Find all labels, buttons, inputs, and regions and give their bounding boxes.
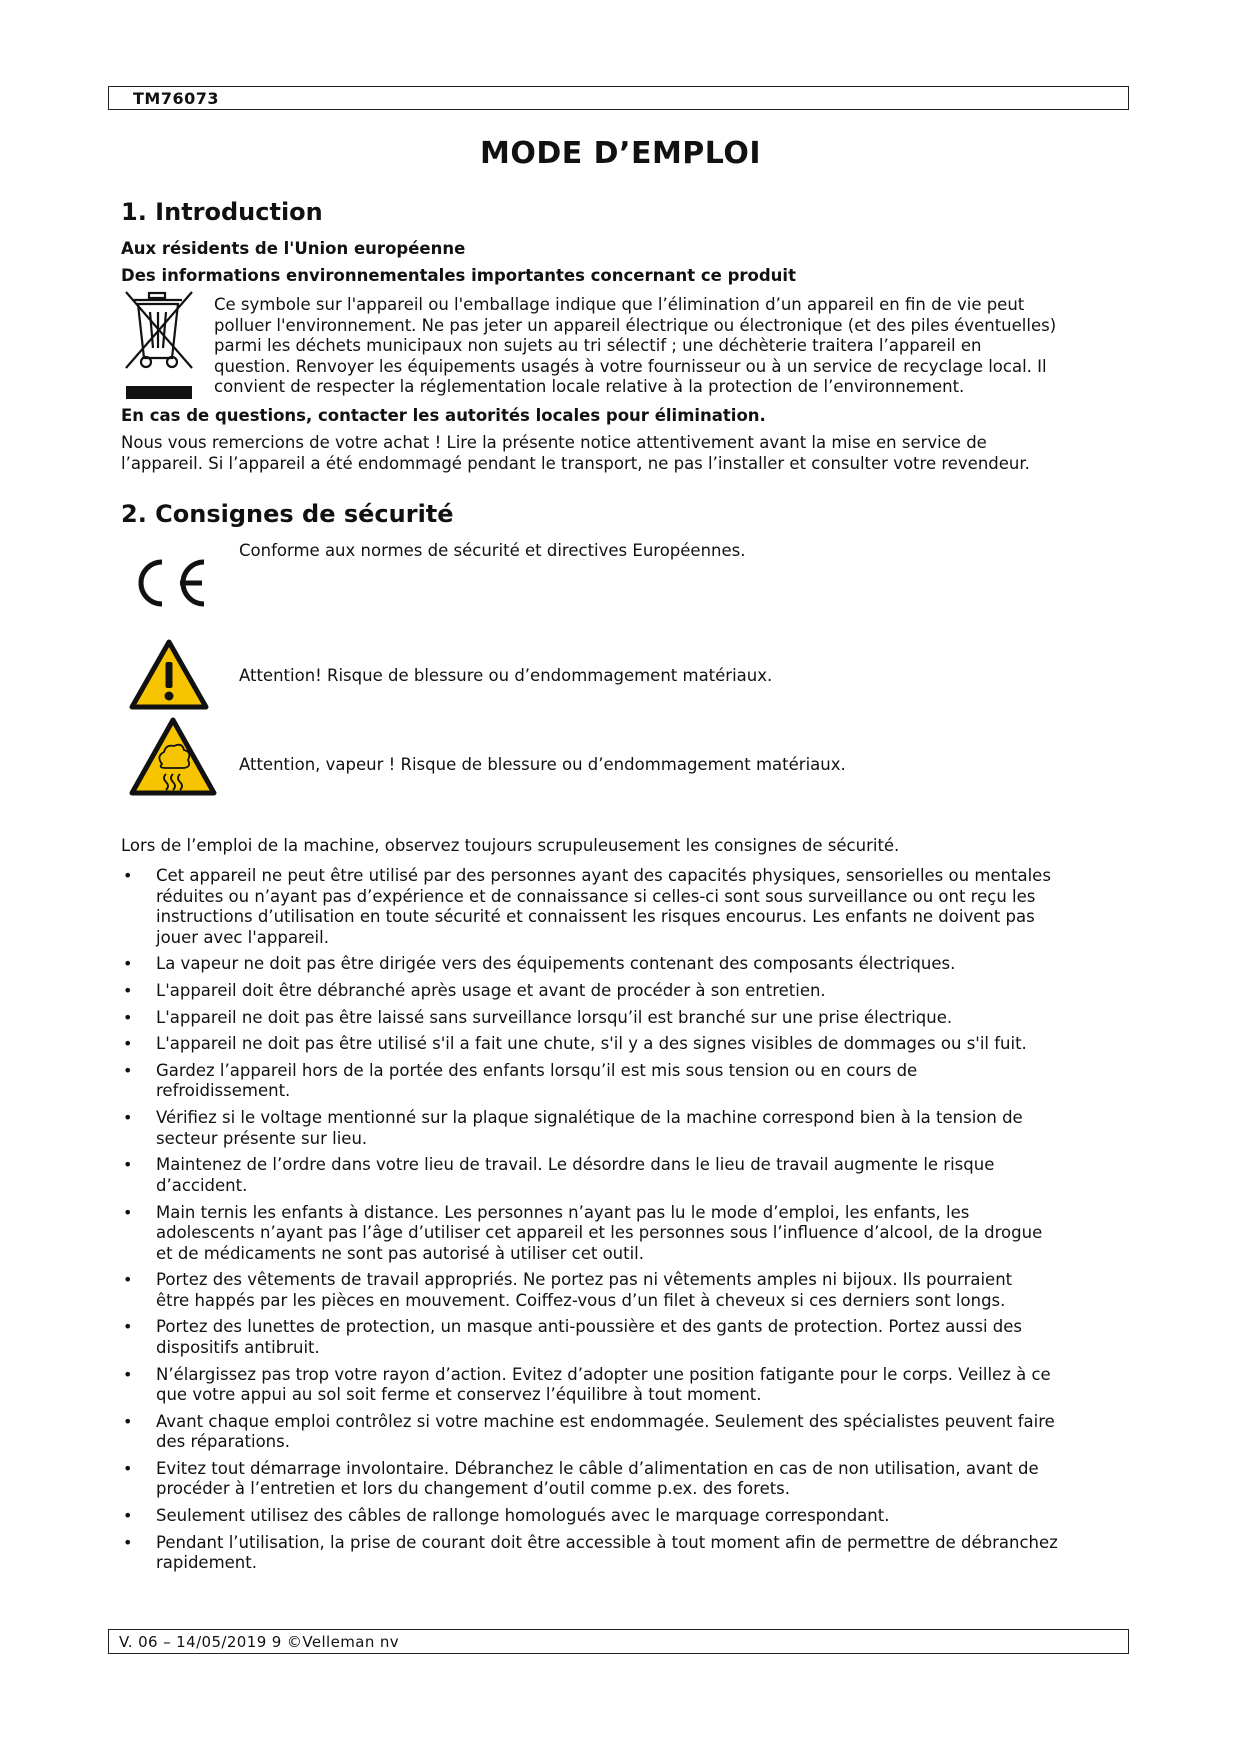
list-item-line: des réparations. [156, 1432, 290, 1452]
list-item [120, 1533, 1130, 1574]
list-item-line: • Vérifiez si le voltage mentionné sur la plaque signalétique de la machine correspond bien à la tension de [156, 1108, 1023, 1128]
thanks-line: Nous vous remercions de votre achat ! Lire la présente notice attentivement avant la mise en service de [121, 433, 987, 452]
list-item [120, 1061, 1130, 1102]
list-item-line: • La vapeur ne doit pas être dirigée vers des équipements contenant des composants électriques. [156, 954, 956, 974]
list-item-line: • Avant chaque emploi contrôlez si votre machine est endommagée. Seulement des spécialistes peuvent faire [156, 1411, 1055, 1431]
list-item-line: • Pendant l’utilisation, la prise de courant doit être accessible à tout moment afin de permettre de débranchez [156, 1532, 1058, 1552]
list-item-line: • Cet appareil ne peut être utilisé par des personnes ayant des capacités physiques, sensorielles ou mentales [156, 866, 1051, 885]
env-info-heading: Des informations environnementales importantes concernant ce produit [121, 266, 796, 285]
footer-box [108, 1629, 1129, 1654]
weee-line: Ce symbole sur l'appareil ou l'emballage indique que l’élimination d’un appareil en fin de vie peut [214, 295, 1025, 314]
steam-text: Attention, vapeur ! Risque de blessure ou d’endommagement matériaux. [239, 755, 846, 774]
weee-line: convient de respecter la réglementation locale relative à la protection de l’environnement. [214, 377, 965, 396]
header-box [108, 86, 1129, 110]
list-item [120, 1155, 1130, 1196]
list-item-line: adolescents n’ayant pas l’âge d’utiliser cet appareil et les personnes sous l’influence d’alcool, de la drogue [156, 1223, 1043, 1242]
list-item [120, 1412, 1130, 1453]
list-item [120, 1459, 1130, 1500]
weee-line: polluer l'environnement. Ne pas jeter un appareil électrique ou électronique (et des piles éventuelles) [214, 315, 1057, 335]
list-item-line: secteur présente sur lieu. [156, 1128, 368, 1148]
list-item [120, 1506, 1130, 1527]
list-item [120, 1008, 1130, 1029]
weee-line: parmi les déchets municipaux non sujets au tri sélectif ; une déchèterie traitera l’appareil en [214, 336, 982, 355]
list-item [120, 1034, 1130, 1055]
list-item-line: que votre appui au sol soit ferme et conservez l’équilibre à tout moment. [156, 1385, 762, 1405]
questions-text: En cas de questions, contacter les autorités locales pour élimination. [121, 406, 766, 425]
list-item-line: jouer avec l'appareil. [156, 927, 329, 947]
list-item-line: • Seulement utilisez des câbles de rallonge homologués avec le marquage correspondant. [156, 1506, 890, 1526]
list-item [120, 1108, 1130, 1149]
weee-bin-icon [120, 290, 200, 402]
weee-line: question. Renvoyer les équipements usagés à votre fournisseur ou à un service de recyclage local. Il [214, 356, 1047, 376]
list-item [120, 1270, 1130, 1311]
list-item-line: procéder à l’entretien et lors du changement d’outil comme p.ex. des forets. [156, 1479, 791, 1499]
list-item-line: et de médicaments ne sont pas autorisé à utiliser cet outil. [156, 1243, 645, 1263]
ce-text: Conforme aux normes de sécurité et directives Européennes. [239, 541, 746, 560]
footer-text: V. 06 – 14/05/2019 9 ©Velleman nv [119, 1633, 400, 1651]
list-item-line: refroidissement. [156, 1081, 291, 1101]
list-item-line: • L'appareil doit être débranché après usage et avant de procéder à son entretien. [156, 980, 826, 1000]
list-item [120, 1365, 1130, 1406]
list-item-line: • L'appareil ne doit pas être utilisé s'il a fait une chute, s'il y a des signes visibles de dommages ou s'il fuit. [156, 1034, 1027, 1054]
steam-warning-icon [128, 716, 218, 798]
list-item-line: • Gardez l’appareil hors de la portée des enfants lorsqu’il est mis sous tension ou en cours de [156, 1060, 918, 1080]
warning-text: Attention! Risque de blessure ou d’endommagement matériaux. [239, 666, 773, 685]
safety-list [120, 866, 1130, 1580]
list-item-line: • L'appareil ne doit pas être laissé sans surveillance lorsqu’il est branché sur une prise électrique. [156, 1007, 953, 1027]
list-item-line: d’accident. [156, 1175, 248, 1195]
safety-intro: Lors de l’emploi de la machine, observez toujours scrupuleusement les consignes de sécurité. [121, 836, 900, 855]
list-item-line: dispositifs antibruit. [156, 1337, 320, 1357]
list-item [120, 981, 1130, 1002]
list-item-line: • Maintenez de l’ordre dans votre lieu de travail. Le désordre dans le lieu de travail augmente le risque [156, 1155, 995, 1175]
list-item [120, 866, 1130, 948]
list-item-line: réduites ou n’ayant pas d’expérience et de connaissance si celles-ci sont sous surveillance ou ont reçu les [156, 886, 1036, 906]
page-title: MODE D’EMPLOI [479, 136, 762, 171]
list-item-line: rapidement. [156, 1553, 257, 1573]
thanks-text [121, 433, 1131, 474]
list-item [120, 954, 1130, 975]
list-item [120, 1317, 1130, 1358]
list-item-line: • Portez des lunettes de protection, un masque anti-poussière et des gants de protection. Portez aussi des [156, 1317, 1022, 1337]
weee-text [214, 295, 1134, 398]
section2-heading: 2. Consignes de sécurité [121, 500, 454, 528]
list-item-line: • N’élargissez pas trop votre rayon d’action. Evitez d’adopter une position fatigante pour le corps. Veillez à ce [156, 1364, 1051, 1384]
warning-icon [128, 638, 210, 711]
eu-residents-heading: Aux résidents de l'Union européenne [121, 239, 466, 258]
list-item-line: instructions d’utilisation en toute sécurité et connaissent les risques encourus. Les enfants ne doivent pas [156, 907, 1035, 926]
list-item-line: • Portez des vêtements de travail appropriés. Ne portez pas ni vêtements amples ni bijoux. Ils pourraient [156, 1270, 1013, 1290]
list-item-line: • Main ternis les enfants à distance. Les personnes n’ayant pas lu le mode d’emploi, les enfants, les [156, 1202, 970, 1222]
ce-mark-icon [130, 558, 210, 608]
model-number: TM76073 [133, 89, 219, 108]
thanks-line: l’appareil. Si l’appareil a été endommagé pendant le transport, ne pas l’installer et consulter votre revendeur. [121, 453, 1030, 473]
section1-heading: 1. Introduction [121, 198, 323, 226]
list-item-line: • Evitez tout démarrage involontaire. Débranchez le câble d’alimentation en cas de non utilisation, avant de [156, 1458, 1039, 1478]
list-item-line: être happés par les pièces en mouvement. Coiffez-vous d’un filet à cheveux si ces derniers sont longs. [156, 1290, 1006, 1310]
list-item [120, 1203, 1130, 1265]
